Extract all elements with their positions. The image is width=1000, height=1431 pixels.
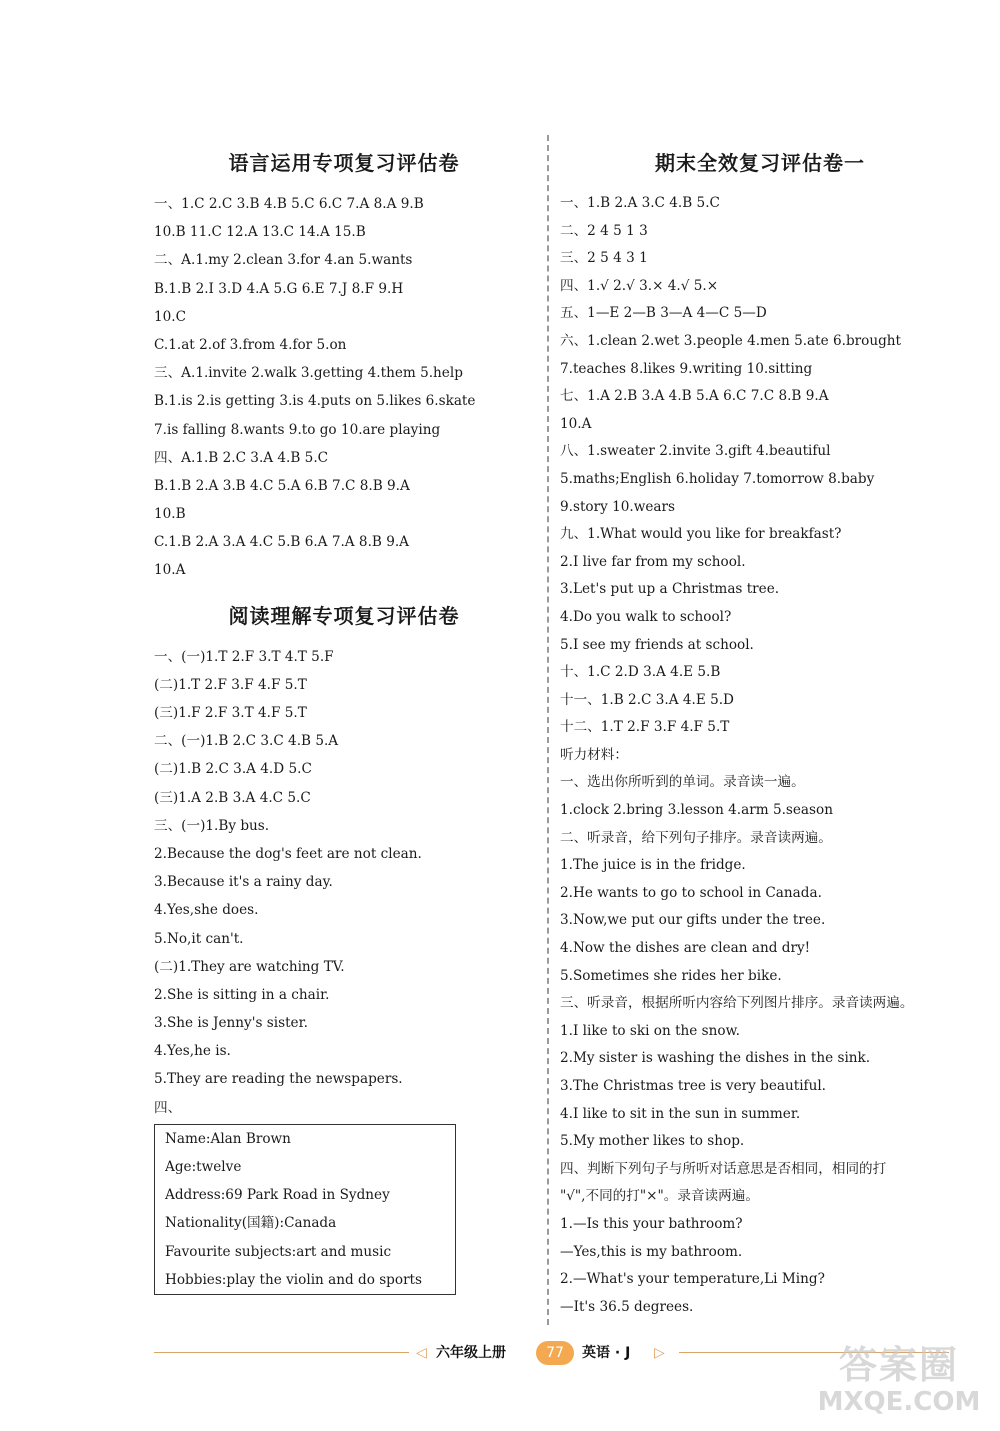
answer-line: 三、A.1.invite 2.walk 3.getting 4.them 5.help: [154, 365, 463, 382]
answer-line: 2.Because the dog's feet are not clean.: [154, 845, 422, 862]
answer-line: 3.Because it's a rainy day.: [154, 874, 333, 891]
answer-line: 10.B: [154, 506, 186, 523]
footer-subject: 英语 · J: [582, 1345, 631, 1361]
answer-line: 五、1—E 2—B 3—A 4—C 5—D: [560, 305, 767, 322]
info-line: Favourite subjects:art and music: [165, 1243, 392, 1260]
answer-line: B.1.B 2.A 3.B 4.C 5.A 6.B 7.C 8.B 9.A: [154, 477, 410, 494]
answer-line: 4.I like to sit in the sun in summer.: [560, 1105, 801, 1122]
answer-line: 七、1.A 2.B 3.A 4.B 5.A 6.C 7.C 8.B 9.A: [560, 388, 829, 405]
answer-line: 10.A: [560, 415, 592, 432]
answer-line: 7.teaches 8.likes 9.writing 10.sitting: [560, 360, 813, 377]
watermark-text-cn: 答案圈: [838, 1343, 959, 1387]
answer-line: 三、听录音，根据所听内容给下列图片排序。录音读两遍。: [560, 995, 914, 1012]
info-line: Age:twelve: [165, 1159, 242, 1175]
left-column: [154, 140, 534, 1295]
answer-line: 九、1.What would you like for breakfast?: [560, 526, 842, 543]
section-title-reading: 阅读理解专项复习评估卷: [228, 603, 460, 628]
answer-line: 10.C: [154, 308, 187, 325]
answer-line: C.1.at 2.of 3.from 4.for 5.on: [154, 336, 347, 353]
page-number: 77: [536, 1341, 574, 1365]
answer-line: 听力材料：: [560, 746, 628, 763]
answer-line: (三)1.F 2.F 3.T 4.F 5.T: [154, 705, 307, 721]
answer-line: 三、2 5 4 3 1: [560, 250, 648, 267]
info-line: Hobbies:play the violin and do sports: [165, 1271, 423, 1288]
answer-line: —Yes,this is my bathroom.: [560, 1243, 743, 1260]
info-line: Address:69 Park Road in Sydney: [165, 1187, 390, 1204]
answer-line: 一、(一)1.T 2.F 3.T 4.T 5.F: [154, 648, 334, 665]
answer-line: 1.clock 2.bring 3.lesson 4.arm 5.season: [560, 802, 833, 819]
answer-line: 5.They are reading the newspapers.: [154, 1071, 403, 1088]
answer-line: 八、1.sweater 2.invite 3.gift 4.beautiful: [560, 443, 831, 460]
right-arrow-icon: ▷: [654, 1345, 665, 1361]
answer-line: 5.No,it can't.: [154, 930, 244, 947]
final-review-answers: [560, 190, 960, 1321]
answer-line: 5.maths;English 6.holiday 7.tomorrow 8.baby: [560, 470, 875, 487]
answer-line: B.1.B 2.I 3.D 4.A 5.G 6.E 7.J 8.F 9.H: [154, 280, 404, 297]
answer-line: 四、判断下列句子与所听对话意思是否相同，相同的打: [560, 1160, 887, 1177]
answer-line: 3.She is Jenny's sister.: [154, 1015, 308, 1032]
answer-line: 5.I see my friends at school.: [560, 636, 754, 653]
answer-line: 六、1.clean 2.wet 3.people 4.men 5.ate 6.brought: [560, 332, 902, 349]
answer-line: 4.Yes,he is.: [154, 1043, 231, 1060]
right-column: [560, 140, 960, 1321]
answer-line: 2.I live far from my school.: [560, 553, 746, 570]
answer-line: 4.Now the dishes are clean and dry!: [560, 940, 811, 957]
answer-line: 十二、1.T 2.F 3.F 4.F 5.T: [560, 719, 730, 736]
answer-line: 四、1.√ 2.√ 3.× 4.√ 5.×: [560, 277, 719, 294]
answer-line: B.1.is 2.is getting 3.is 4.puts on 5.likes 6.skate: [154, 393, 476, 410]
answer-line: (二)1.T 2.F 3.F 4.F 5.T: [154, 676, 307, 693]
answer-line: 5.My mother likes to shop.: [560, 1133, 745, 1150]
answer-line: C.1.B 2.A 3.A 4.C 5.B 6.A 7.A 8.B 9.A: [154, 534, 409, 551]
answer-line: 四、A.1.B 2.C 3.A 4.B 5.C: [154, 449, 329, 466]
info-card-box: [154, 1124, 456, 1295]
answer-line: 二、听录音，给下列句子排序。录音读两遍。: [560, 829, 832, 846]
answer-line: 9.story 10.wears: [560, 498, 675, 515]
answer-line: 10.B 11.C 12.A 13.C 14.A 15.B: [154, 224, 366, 241]
language-use-answers: [154, 190, 534, 585]
answer-line: 2.He wants to go to school in Canada.: [560, 884, 822, 901]
answer-line: 1.I like to ski on the snow.: [560, 1022, 740, 1039]
answer-line: 四、: [154, 1099, 182, 1116]
answer-line: 3.Let's put up a Christmas tree.: [560, 581, 780, 598]
answer-line: 2.My sister is washing the dishes in the sink.: [560, 1050, 871, 1067]
info-line: Nationality(国籍):Canada: [165, 1215, 337, 1232]
answer-line: 5.Sometimes she rides her bike.: [560, 967, 782, 984]
footer-grade: 六年级上册: [436, 1345, 506, 1361]
answer-line: 一、1.C 2.C 3.B 4.B 5.C 6.C 7.A 8.A 9.B: [154, 196, 424, 212]
answer-line: 4.Yes,she does.: [154, 902, 259, 919]
answer-line: "√",不同的打"×"。录音读两遍。: [560, 1188, 759, 1205]
answer-line: 一、1.B 2.A 3.C 4.B 5.C: [560, 195, 720, 211]
answer-line: —It's 36.5 degrees.: [560, 1298, 694, 1315]
answer-line: 二、(一)1.B 2.C 3.C 4.B 5.A: [154, 733, 339, 750]
answer-line: 7.is falling 8.wants 9.to go 10.are playing: [154, 421, 441, 438]
answer-line: (二)1.They are watching TV.: [154, 958, 345, 975]
answer-line: 十、1.C 2.D 3.A 4.E 5.B: [560, 664, 721, 681]
watermark-text-en: MXQE.COM: [817, 1387, 981, 1417]
watermark-logo: [804, 1343, 994, 1417]
answer-line: 2.She is sitting in a chair.: [154, 986, 330, 1003]
answer-line: 1.The juice is in the fridge.: [560, 857, 746, 874]
left-arrow-icon: ◁: [416, 1345, 427, 1361]
section-title-language-use: 语言运用专项复习评估卷: [228, 151, 460, 175]
answer-line: 十一、1.B 2.C 3.A 4.E 5.D: [560, 691, 734, 708]
answer-line: 3.Now,we put our gifts under the tree.: [560, 912, 826, 929]
info-line: Name:Alan Brown: [165, 1130, 291, 1147]
answer-line: (二)1.B 2.C 3.A 4.D 5.C: [154, 761, 312, 778]
answer-line: 2.—What's your temperature,Li Ming?: [560, 1271, 825, 1288]
answer-line: 1.—Is this your bathroom?: [560, 1215, 743, 1232]
column-divider: [547, 135, 549, 1325]
answer-line: 二、2 4 5 1 3: [560, 222, 648, 239]
answer-line: 一、选出你所听到的单词。录音读一遍。: [560, 774, 805, 791]
answer-line: 二、A.1.my 2.clean 3.for 4.an 5.wants: [154, 252, 413, 269]
answer-line: 3.The Christmas tree is very beautiful.: [560, 1078, 827, 1094]
section-title-final-review: 期末全效复习评估卷一: [655, 151, 865, 175]
answer-line: 三、(一)1.By bus.: [154, 817, 270, 834]
answer-line: (三)1.A 2.B 3.A 4.C 5.C: [154, 789, 311, 806]
answer-line: 10.A: [154, 562, 186, 579]
footer-rule-left: [154, 1352, 409, 1353]
answer-line: 4.Do you walk to school?: [560, 608, 732, 625]
reading-answers: [154, 643, 534, 1122]
